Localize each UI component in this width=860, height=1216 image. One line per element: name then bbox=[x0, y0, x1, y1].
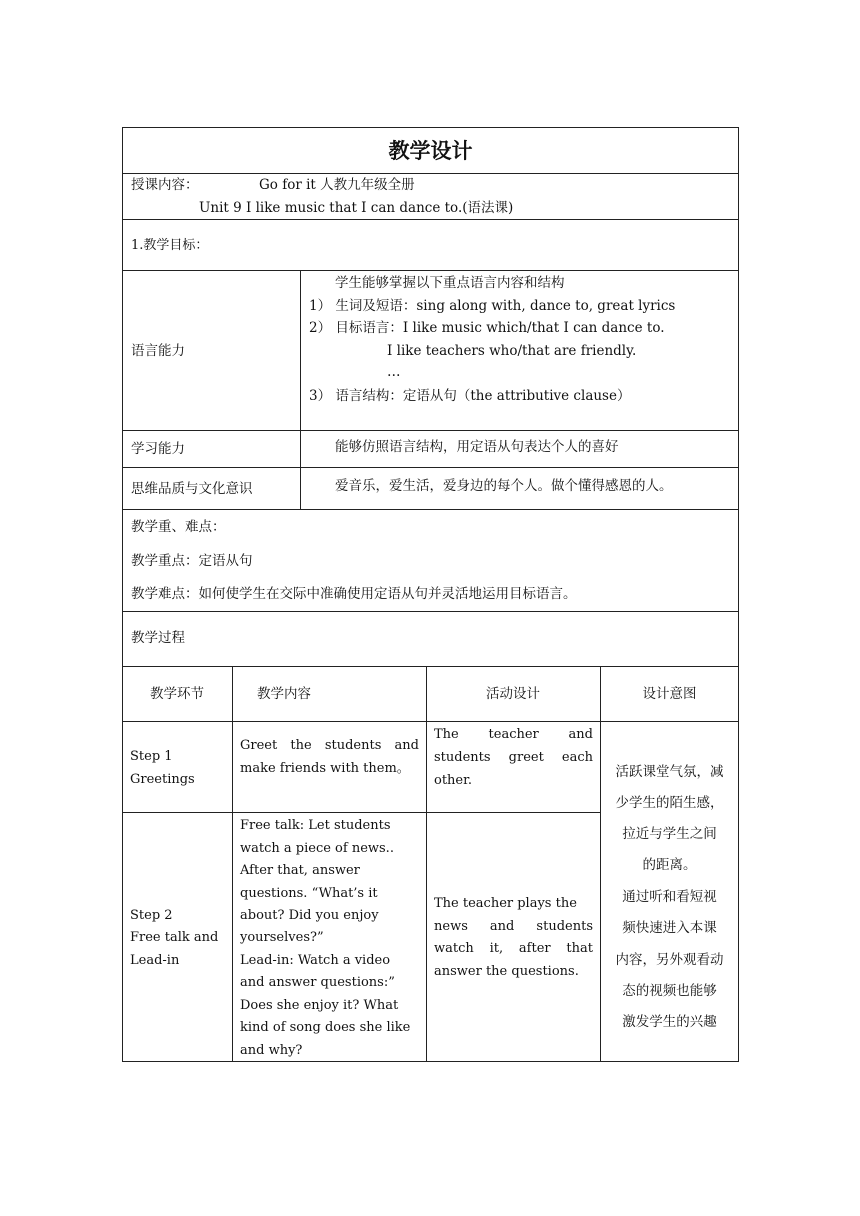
step1-activity-line: other. bbox=[434, 773, 473, 788]
document-title: 教学设计 bbox=[388, 138, 473, 163]
row-divider bbox=[122, 467, 739, 468]
step1-content-line: make friends with them。 bbox=[240, 761, 410, 776]
step2-activity-line: news and students bbox=[434, 919, 593, 934]
step1-activity-line: students greet each bbox=[434, 750, 593, 765]
step2-content-line: about? Did you enjoy bbox=[240, 908, 379, 923]
course-label: 授课内容： bbox=[131, 177, 199, 193]
step2-stage-line: Lead-in bbox=[130, 953, 180, 968]
intent-line: 的距离。 bbox=[642, 857, 697, 873]
key-points-heading: 教学重、难点： bbox=[131, 519, 226, 535]
column-divider bbox=[426, 666, 427, 1062]
step2-content-line: Free talk: Let students bbox=[240, 818, 391, 833]
step1-stage-line: Step 1 bbox=[130, 749, 173, 764]
course-book: Go for it 人教九年级全册 bbox=[259, 177, 415, 193]
column-header-intent: 设计意图 bbox=[642, 686, 697, 702]
difficult-point: 教学难点：如何使学生在交际中准确使用定语从句并灵活地运用目标语言。 bbox=[131, 586, 577, 602]
intent-line: 通过听和看短视 bbox=[622, 889, 717, 905]
step2-content-line: After that, answer bbox=[240, 863, 360, 878]
learning-ability-text: 能够仿照语言结构，用定语从句表达个人的喜好 bbox=[335, 439, 619, 455]
language-ability-ellipsis: … bbox=[387, 364, 401, 380]
row-divider bbox=[122, 270, 739, 271]
row-divider bbox=[122, 812, 601, 813]
step2-content-line: kind of song does she like bbox=[240, 1020, 411, 1035]
intent-line: 活跃课堂气氛，减 bbox=[615, 764, 724, 780]
language-ability-item3: 3） 语言结构：定语从句（the attributive clause） bbox=[309, 388, 631, 404]
key-point: 教学重点：定语从句 bbox=[131, 553, 253, 569]
column-header-activity: 活动设计 bbox=[486, 686, 540, 702]
step1-content-line: Greet the students and bbox=[240, 738, 419, 753]
step2-content-line: and answer questions:” bbox=[240, 975, 395, 990]
step2-content-line: Does she enjoy it? What bbox=[240, 998, 399, 1013]
row-divider bbox=[122, 666, 739, 667]
step2-activity-line: answer the questions. bbox=[434, 964, 579, 979]
step2-content-line: and why? bbox=[240, 1043, 303, 1058]
intent-line: 频快速进入本课 bbox=[622, 920, 717, 936]
course-unit: Unit 9 I like music that I can dance to.(语法课) bbox=[199, 200, 514, 216]
column-divider bbox=[232, 666, 233, 1062]
step2-content-line: Lead-in: Watch a video bbox=[240, 953, 391, 968]
thinking-label: 思维品质与文化意识 bbox=[131, 481, 253, 497]
language-ability-intro: 学生能够掌握以下重点语言内容和结构 bbox=[335, 275, 565, 291]
language-ability-label: 语言能力 bbox=[131, 343, 185, 359]
intent-line: 态的视频也能够 bbox=[622, 983, 717, 999]
column-divider bbox=[300, 270, 301, 509]
row-divider bbox=[122, 611, 739, 612]
step1-activity-line: The teacher and bbox=[434, 727, 593, 742]
intent-line: 内容，另外观看动 bbox=[615, 952, 724, 968]
learning-ability-label: 学习能力 bbox=[131, 441, 185, 457]
step2-activity-line: The teacher plays the bbox=[434, 896, 577, 911]
step2-stage-line: Free talk and bbox=[130, 930, 219, 945]
language-ability-item2: 2） 目标语言：I like music which/that I can dance to. bbox=[309, 320, 665, 336]
column-header-stage: 教学环节 bbox=[150, 686, 204, 702]
row-divider bbox=[122, 173, 739, 174]
step2-content-line: questions. “What’s it bbox=[240, 886, 378, 901]
intent-line: 拉近与学生之间 bbox=[622, 826, 717, 842]
step1-stage-line: Greetings bbox=[130, 772, 195, 787]
step2-stage-line: Step 2 bbox=[130, 908, 173, 923]
step2-content-line: watch a piece of news.. bbox=[240, 841, 394, 856]
row-divider bbox=[122, 509, 739, 510]
intent-line: 激发学生的兴趣 bbox=[622, 1014, 717, 1030]
objectives-heading: 1.教学目标： bbox=[131, 238, 209, 253]
intent-line: 少学生的陌生感， bbox=[615, 795, 724, 811]
language-ability-item2b: I like teachers who/that are friendly. bbox=[387, 343, 637, 359]
process-heading: 教学过程 bbox=[131, 630, 185, 646]
step2-content-line: yourselves?” bbox=[240, 930, 324, 945]
language-ability-item1: 1） 生词及短语：sing along with, dance to, great lyrics bbox=[309, 298, 676, 314]
thinking-text: 爱音乐，爱生活，爱身边的每个人。做个懂得感恩的人。 bbox=[335, 478, 673, 494]
column-header-content: 教学内容 bbox=[257, 686, 311, 702]
step2-activity-line: watch it, after that bbox=[434, 941, 593, 956]
row-divider bbox=[122, 721, 739, 722]
row-divider bbox=[122, 430, 739, 431]
